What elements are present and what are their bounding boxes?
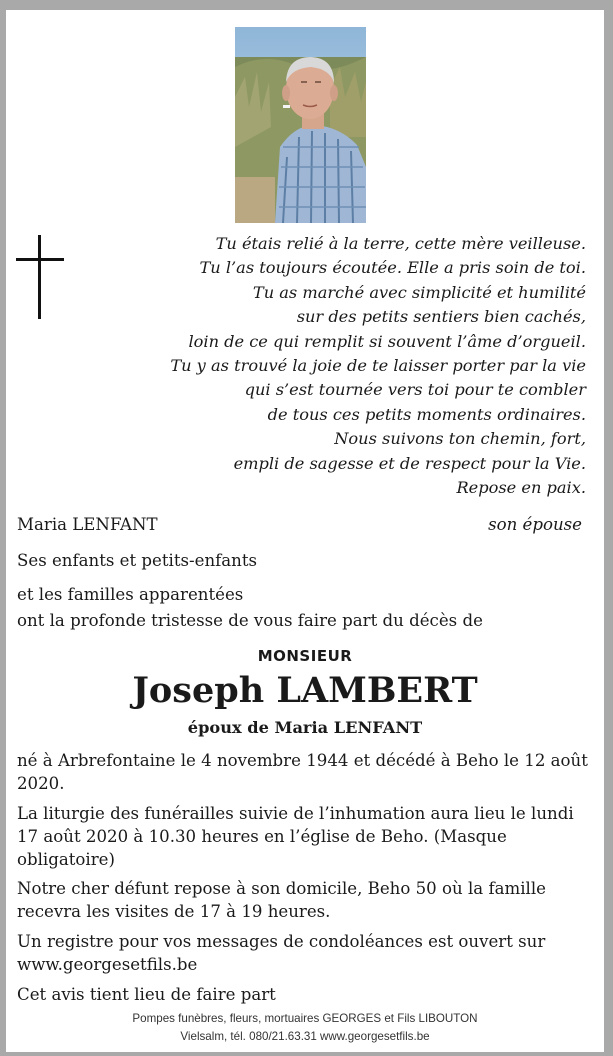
children-line: Ses enfants et petits-enfants — [17, 551, 258, 570]
poem-line: sur des petits sentiers bien cachés, — [296, 307, 586, 327]
funeral-home-line: Pompes funèbres, fleurs, mortuaires GEORGES et Fils LIBOUTON — [132, 1012, 478, 1025]
deceased-name: Joseph LAMBERT — [132, 670, 478, 711]
birth-death-paragraph: né à Arbrefontaine le 4 novembre 1944 et décédé à Beho le 12 août 2020. — [17, 751, 588, 793]
poem-line: loin de ce qui remplit si souvent l’âme d’orgueil. — [188, 331, 586, 351]
deceased-title: MONSIEUR — [257, 647, 353, 665]
relatives-line: et les familles apparentées — [17, 585, 244, 604]
spouse-name: Maria LENFANT — [17, 515, 158, 534]
announcement-line: ont la profonde tristesse de vous faire part du décès de — [17, 611, 483, 630]
visitation-paragraph: Notre cher défunt repose à son domicile, Beho 50 où la famille recevra les visites de 17 à 19 heures. — [17, 879, 546, 921]
deceased-spouse-line: époux de Maria LENFANT — [187, 718, 423, 737]
register-paragraph: Un registre pour vos messages de condoléances est ouvert sur www.georgesetfils.be — [17, 932, 546, 974]
poem-line: Nous suivons ton chemin, fort, — [334, 429, 586, 449]
spouse-role: son épouse — [488, 515, 582, 534]
poem-line: Tu as marché avec simplicité et humilité — [252, 282, 586, 302]
poem-line: de tous ces petits moments ordinaires. — [267, 404, 586, 424]
poem-line: Tu étais relié à la terre, cette mère veilleuse. — [215, 234, 586, 253]
portrait-photo — [235, 27, 366, 223]
poem-line: Tu y as trouvé la joie de te laisser porter par la vie — [170, 356, 586, 376]
notice-line: Cet avis tient lieu de faire part — [17, 985, 276, 1004]
obituary-notice — [6, 10, 604, 1052]
funeral-home-contact: Vielsalm, tél. 080/21.63.31 www.georgesetfils.be — [180, 1030, 430, 1043]
poem-line: empli de sagesse et de respect pour la Vie. — [233, 453, 586, 473]
poem-line: Repose en paix. — [456, 478, 586, 498]
cross-icon — [16, 235, 66, 319]
poem-line: Tu l’as toujours écoutée. Elle a pris soin de toi. — [199, 258, 586, 278]
poem — [106, 232, 586, 500]
poem-line: qui s’est tournée vers toi pour te combler — [244, 380, 586, 400]
funeral-paragraph: La liturgie des funérailles suivie de l’inhumation aura lieu le lundi 17 août 2020 à 10.30 heures en l’église de Beho. (Masque obligatoire) — [17, 804, 574, 869]
